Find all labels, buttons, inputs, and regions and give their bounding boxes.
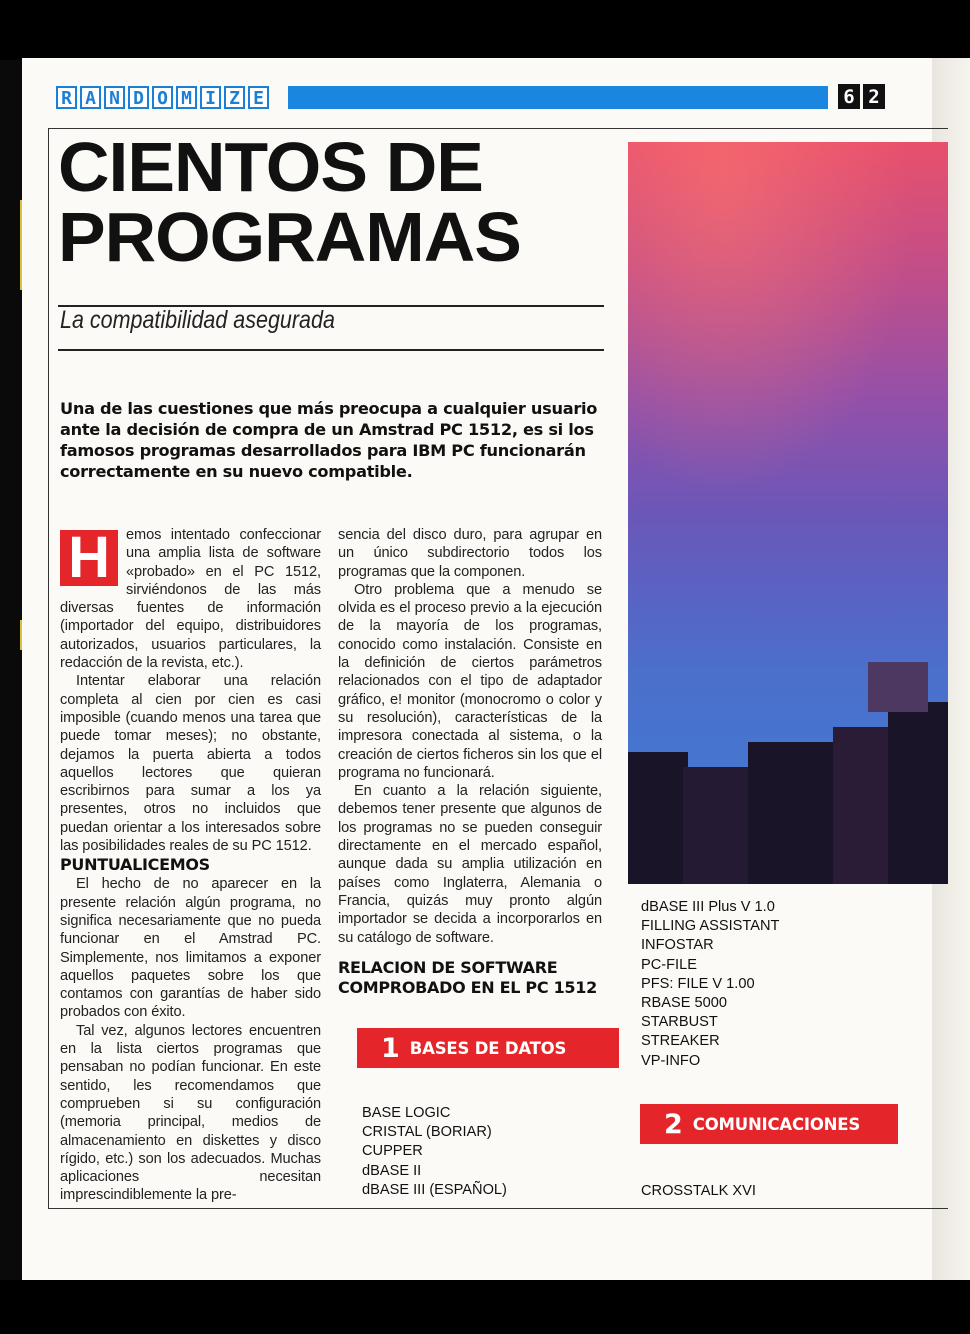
category-banner-databases	[357, 1028, 619, 1068]
article-subtitle: La compatibilidad asegurada	[60, 306, 335, 334]
drop-cap: H	[60, 530, 118, 586]
title-line: PROGRAMAS	[58, 198, 521, 276]
category-number: 2	[664, 1108, 683, 1140]
building-shape	[888, 702, 948, 884]
logo-letter: I	[200, 86, 221, 109]
list-item: CUPPER	[362, 1143, 423, 1160]
page-digit: 6	[838, 84, 860, 109]
page-number	[838, 84, 885, 109]
frame-line	[48, 1208, 948, 1209]
section-heading: PUNTUALICEMOS	[60, 855, 210, 875]
list-item: INFOSTAR	[641, 937, 714, 954]
software-list	[362, 1104, 507, 1200]
software-list	[641, 898, 779, 1071]
text-column-1	[60, 526, 321, 1205]
paragraph: Tal vez, algunos lectores encuentren en la lista ciertos programas que pensaban no podían funcionar. En este sentido, les recomendamos que comprueben si su configuración (memoria principal, medios de almacenamiento en diskettes y disco rígido, etc.) son los adecuados. Muchas aplicaciones necesitan imprescindiblemente la pre-	[60, 1022, 321, 1204]
category-number: 1	[381, 1032, 400, 1064]
logo-letter: R	[56, 86, 77, 109]
paragraph: El hecho de no aparecer en la presente relación algún programa, no significa necesariamente que no pueda funcionar en el Amstrad PC. Simplemente, nos limitamos a exponer aquellos paquetes sobre los que contamos con garantías de haber sido probados con éxito.	[60, 876, 321, 1021]
software-list-heading: RELACION DE SOFTWARE COMPROBADO EN EL PC 1512	[338, 958, 597, 997]
building-shape	[683, 767, 753, 884]
list-item: CRISTAL (BORIAR)	[362, 1124, 492, 1141]
lead-paragraph: Una de las cuestiones que más preocupa a cualquier usuario ante la decisión de compra de un Amstrad PC 1512, es si los famosos programas desarrollados para IBM PC funcionarán correctamente en su nuevo compatible.	[60, 399, 598, 481]
logo-letter: O	[152, 86, 173, 109]
city-skyline-photo	[628, 142, 948, 884]
logo-letter: M	[176, 86, 197, 109]
sky-glow	[628, 142, 948, 550]
building-shape	[833, 727, 893, 884]
list-item: CROSSTALK XVI	[641, 1183, 756, 1199]
category-title: COMUNICACIONES	[692, 1114, 861, 1134]
list-item: FILLING ASSISTANT	[641, 918, 780, 935]
divider	[58, 349, 604, 351]
list-item: STARBUST	[641, 1014, 718, 1031]
page-digit: 2	[863, 84, 885, 109]
text-column-2	[338, 526, 602, 947]
building-shape	[748, 742, 838, 884]
magazine-spine	[0, 60, 24, 1280]
logo-letter: D	[128, 86, 149, 109]
article-title	[58, 128, 629, 276]
logo-letter: Z	[224, 86, 245, 109]
randomize-logo	[56, 84, 269, 111]
title-line: CIENTOS DE	[58, 128, 483, 206]
logo-letter: E	[248, 86, 269, 109]
list-item: PC-FILE	[641, 956, 697, 973]
category-banner-communications	[640, 1104, 898, 1144]
building-shape	[868, 662, 928, 712]
category-title: BASES DE DATOS	[409, 1038, 567, 1058]
paragraph: En cuanto a la relación siguiente, debemos tener presente que algunos de los programas no se pueden conseguir directamente en el mercado español, aunque dada su amplia utilización en países como Inglaterra, Alemania o Francia, quizás muy pronto algún importador se decida a incorporarlos en su catálogo de software.	[338, 783, 602, 946]
list-item: dBASE II	[362, 1162, 422, 1179]
software-list	[641, 1182, 756, 1201]
list-item: PFS: FILE V 1.00	[641, 975, 755, 992]
paragraph: emos intentado confeccionar una amplia lista de software «probado» en el PC 1512, sirviéndonos de las más diversas fuentes de información (importador del equipo, distribuidores autorizados, usuarios particulares, la redacción de la revista, etc.).	[60, 527, 321, 672]
logo-letter: A	[80, 86, 101, 109]
building-shape	[628, 752, 688, 884]
list-item: dBASE III Plus V 1.0	[641, 899, 775, 915]
list-item: RBASE 5000	[641, 995, 727, 1012]
section-header	[50, 84, 910, 111]
logo-letter: N	[104, 86, 125, 109]
list-item: dBASE III (ESPAÑOL)	[362, 1181, 507, 1198]
header-blue-bar	[288, 86, 828, 109]
paragraph: Intentar elaborar una relación completa al cien por cien es casi imposible (cuando menos una tarea que puede tomar meses); no obstante, dejamos la puerta abierta a todos aquellos lectores que quieran escribirnos para sumar a los ya presentes, otros no incluidos que puedan orientar a los interesados sobre las posibilidades reales de su PC 1512.	[60, 673, 321, 855]
list-item: STREAKER	[641, 1033, 720, 1050]
paragraph: Otro problema que a menudo se olvida es el proceso previo a la ejecución de la mayoría de los programas, conocido como instalación. Consiste en la definición de ciertos parámetros relacionados con el tipo de adaptador gráfico, e! monitor (monocromo o color y su resolución), características de la impresora conectada al sistema, o la creación de ciertos ficheros sin los que el programa no funcionará.	[338, 581, 602, 781]
paragraph: sencia del disco duro, para agrupar en un único subdirectorio todos los programas que la componen.	[338, 527, 602, 580]
frame-line	[48, 128, 49, 1208]
list-item: BASE LOGIC	[362, 1105, 451, 1121]
list-item: VP-INFO	[641, 1052, 701, 1069]
